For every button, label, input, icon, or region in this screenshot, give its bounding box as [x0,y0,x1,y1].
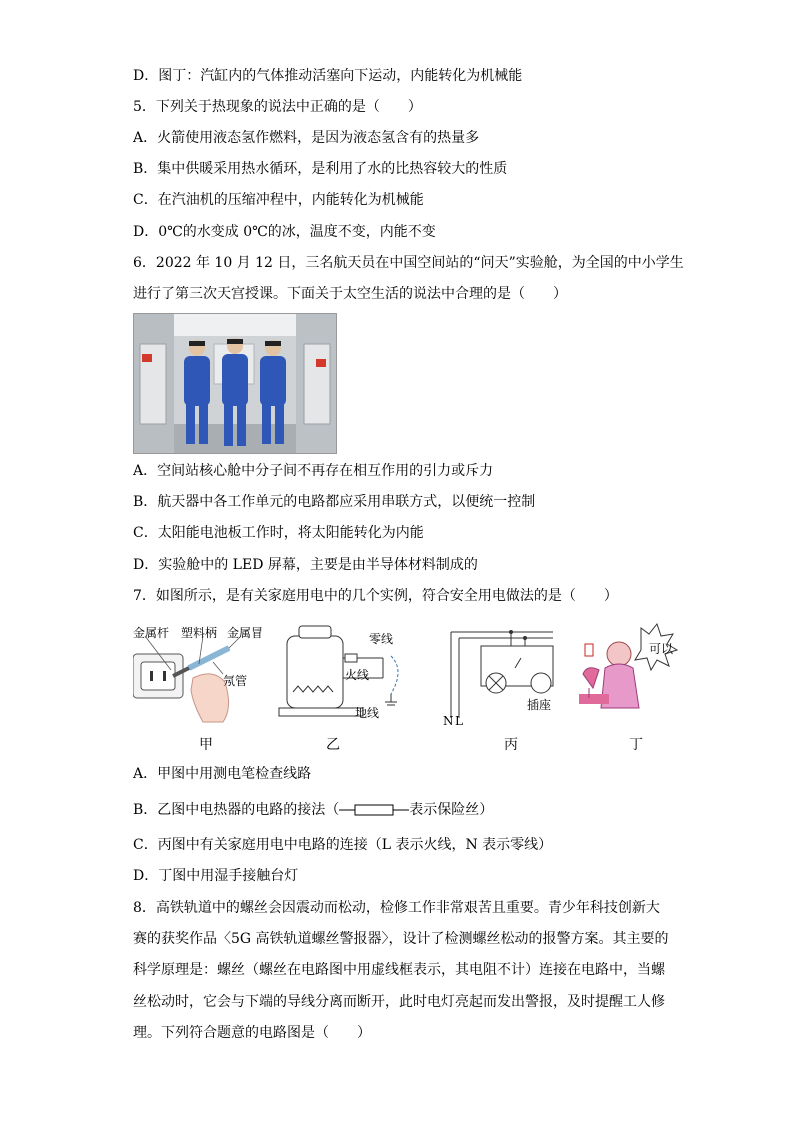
question-5: 5．下列关于热现象的说法中正确的是（ ） [133,99,422,115]
option-5a: A．火箭使用液态氢作燃料，是因为液态氢含有的热量多 [133,130,480,146]
question-8-line2: 赛的获奖作品〈5G 高铁轨道螺丝警报器〉，设计了检测螺丝松动的报警方案。其主要的 [133,931,669,947]
yi-label-ground: 地线 [355,706,380,720]
option-7b-text-end: 表示保险丝） [409,802,494,818]
bing-label-n: N [443,714,454,728]
option-5b: B．集中供暖采用热水循环，是利用了水的比热容较大的性质 [133,161,508,177]
option-7b [133,800,493,820]
option-7b-text: B．乙图中电热器的电路的接法（ [133,802,340,818]
question-6-line1: 6．2022 年 10 月 12 日，三名航天员在中国空间站的“问天”实验舱，为全国的中小学生 [133,255,684,271]
question-8-line1: 8．高铁轨道中的螺丝会因震动而松动，检修工作非常艰苦且重要。青少年科技创新大 [133,900,660,916]
option-6c: C．太阳能电池板工作时，将太阳能转化为内能 [133,525,424,541]
jia-label-rod: 金属杆 [133,626,170,640]
option-5c: C．在汽油机的压缩冲程中，内能转化为机械能 [133,192,424,208]
caption-bing: 丙 [504,737,518,753]
option-7a: A．甲图中用测电笔检查线路 [133,766,312,782]
option-7c: C．丙图中有关家庭用电中电路的连接（L 表示火线，N 表示零线） [133,837,553,853]
option-5d: D．0℃的水变成 0℃的冰，温度不变，内能不变 [133,224,436,240]
caption-yi: 乙 [326,737,340,753]
jia-label-handle: 塑料柄 [181,626,218,640]
safety-figure [133,618,693,752]
bing-label-l: L [455,714,463,728]
bing-label-socket: 插座 [527,698,552,712]
caption-jia: 甲 [199,737,213,753]
fuse-symbol-icon [339,803,409,817]
yi-label-neutral: 零线 [369,632,394,646]
option-6d: D．实验舱中的 LED 屏幕，主要是由半导体材料制成的 [133,557,478,573]
question-8-line5: 理。下列符合题意的电路图是（ ） [133,1025,371,1041]
question-7: 7．如图所示，是有关家庭用电中的几个实例，符合安全用电做法的是（ ） [133,588,618,604]
option-7d: D．丁图中用湿手接触台灯 [133,868,299,884]
question-8-line4: 丝松动时，它会与下端的导线分离而断开，此时电灯亮起而发出警报，及时提醒工人修 [133,994,665,1010]
question-8-line3: 科学原理是：螺丝（螺丝在电路图中用虚线框表示，其电阻不计）连接在电路中，当螺 [133,962,665,978]
option-6b: B．航天器中各工作单元的电路都应采用串联方式，以便统一控制 [133,494,536,510]
option-4d: D．图丁：汽缸内的气体推动活塞向下运动，内能转化为机械能 [133,68,523,84]
jia-label-cap: 金属冒 [227,626,264,640]
ding-speech-bubble: 可以 [649,642,674,656]
yi-label-live: 火线 [345,668,370,682]
option-6a: A．空间站核心舱中分子间不再存在相互作用的引力或斥力 [133,463,494,479]
caption-ding: 丁 [629,737,643,753]
jia-label-neon: 氖管 [223,674,248,688]
question-6-line2: 进行了第三次天宫授课。下面关于太空生活的说法中合理的是（ ） [133,286,567,302]
astronaut-photo [133,313,337,454]
